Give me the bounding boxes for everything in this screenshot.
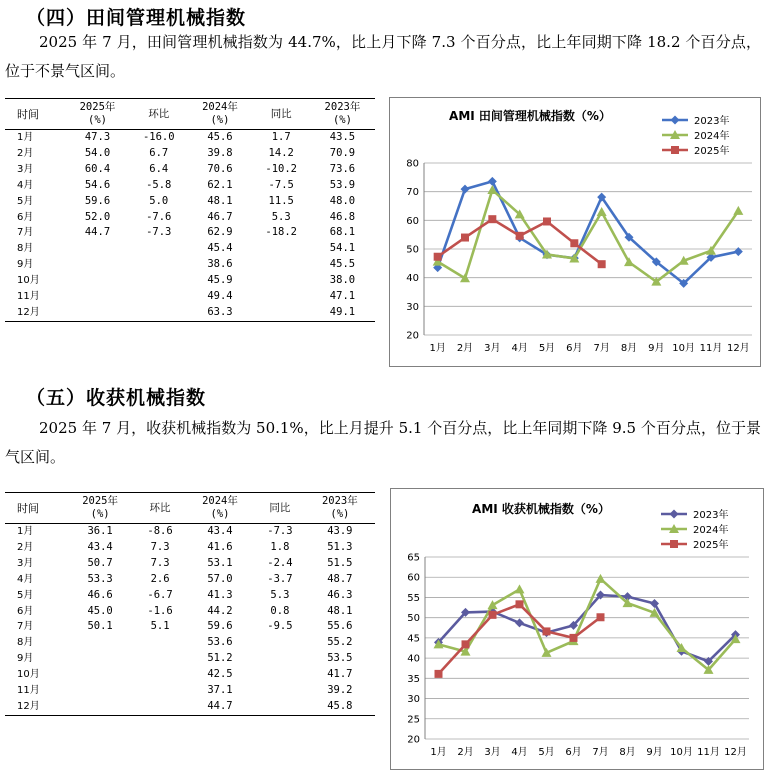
table-cell: -10.2 bbox=[265, 162, 297, 175]
column-header: 同比 bbox=[255, 493, 305, 524]
table-cell: 51.2 bbox=[207, 652, 233, 665]
table-cell bbox=[65, 241, 130, 257]
x-tick-label: 12月 bbox=[726, 343, 750, 354]
table-cell: 12月 bbox=[5, 305, 65, 321]
table-row bbox=[5, 635, 375, 651]
table-cell: 70.6 bbox=[207, 162, 233, 175]
table-cell bbox=[135, 683, 185, 699]
table-cell: 37.1 bbox=[207, 684, 233, 697]
series-line bbox=[438, 181, 739, 283]
table-cell bbox=[135, 651, 185, 667]
x-tick-label: 6月 bbox=[565, 747, 582, 758]
table-cell: 70.9 bbox=[329, 146, 356, 159]
table-cell: 47.3 bbox=[84, 131, 111, 143]
data-table-field-management bbox=[5, 98, 375, 322]
table-row bbox=[5, 241, 375, 257]
table-cell: 43.4 bbox=[87, 540, 113, 553]
table-cell: 44.2 bbox=[207, 604, 233, 617]
table-row bbox=[5, 194, 375, 210]
y-tick-label: 20 bbox=[407, 734, 420, 746]
data-point bbox=[488, 177, 497, 186]
table-cell: -1.6 bbox=[147, 604, 173, 617]
table-cell: 53.6 bbox=[207, 636, 233, 649]
table-cell: 3月 bbox=[17, 557, 34, 569]
x-tick-label: 12月 bbox=[724, 747, 747, 758]
table-cell: -5.8 bbox=[146, 178, 172, 191]
table-cell bbox=[65, 683, 135, 699]
x-tick-label: 4月 bbox=[511, 747, 528, 758]
table-cell bbox=[65, 699, 135, 715]
table-cell: -18.2 bbox=[265, 226, 297, 239]
legend-marker bbox=[671, 116, 680, 125]
table-cell: 52.0 bbox=[84, 210, 111, 223]
table-cell bbox=[252, 289, 309, 305]
table-cell: 6.4 bbox=[149, 162, 169, 175]
y-tick-label: 20 bbox=[406, 330, 419, 342]
table-cell bbox=[130, 257, 187, 273]
table-cell bbox=[65, 651, 135, 667]
column-header: 2023年 (%) bbox=[305, 493, 375, 524]
table-row bbox=[5, 130, 375, 146]
table-cell: 48.1 bbox=[207, 194, 233, 207]
table-cell: 60.4 bbox=[84, 162, 111, 175]
table-row bbox=[5, 257, 375, 273]
table-cell bbox=[65, 635, 135, 651]
table-cell: 53.9 bbox=[329, 178, 356, 191]
legend-entry bbox=[661, 523, 728, 536]
x-tick-label: 11月 bbox=[697, 747, 720, 758]
table-cell: 63.3 bbox=[187, 305, 252, 321]
table-row bbox=[5, 651, 375, 667]
y-tick-label: 60 bbox=[406, 215, 419, 227]
legend-marker bbox=[671, 146, 679, 154]
table-cell bbox=[255, 651, 305, 667]
table-cell: 41.7 bbox=[327, 668, 353, 681]
table-cell: -7.3 bbox=[267, 525, 293, 537]
x-tick-label: 3月 bbox=[484, 747, 501, 758]
table-cell: -7.3 bbox=[146, 226, 172, 239]
table-cell: 1月 bbox=[17, 526, 34, 537]
table-cell: 51.3 bbox=[327, 540, 353, 553]
table-cell: 54.0 bbox=[84, 146, 111, 159]
line-chart-svg bbox=[391, 489, 763, 769]
table-cell: 12月 bbox=[5, 699, 65, 715]
y-tick-label: 30 bbox=[406, 301, 419, 313]
table-cell: 2月 bbox=[17, 541, 34, 553]
y-tick-label: 65 bbox=[407, 552, 420, 564]
table-row bbox=[5, 162, 375, 178]
table-row bbox=[5, 225, 375, 241]
data-point bbox=[516, 232, 524, 240]
data-point bbox=[596, 574, 606, 583]
chart-title: AMI 收获机械指数（%） bbox=[472, 502, 610, 516]
table-row bbox=[5, 146, 375, 162]
table-cell: 39.2 bbox=[327, 684, 353, 697]
data-point bbox=[734, 247, 743, 256]
y-tick-label: 25 bbox=[407, 714, 420, 726]
x-tick-label: 1月 bbox=[430, 747, 447, 758]
table-cell: 43.4 bbox=[207, 525, 233, 537]
column-header: 2025年 (%) bbox=[65, 493, 135, 524]
table-cell: -7.5 bbox=[268, 178, 294, 191]
table-cell: 7月 bbox=[17, 227, 34, 239]
table-cell: 36.1 bbox=[87, 525, 113, 537]
table-cell bbox=[255, 699, 305, 715]
table-cell: 10月 bbox=[17, 669, 40, 681]
data-point bbox=[515, 584, 525, 593]
table-row bbox=[5, 178, 375, 194]
table-cell: 51.5 bbox=[327, 556, 353, 569]
data-point bbox=[435, 670, 443, 678]
table-cell: 46.6 bbox=[87, 588, 113, 601]
table-cell: 59.6 bbox=[207, 620, 233, 633]
chart-field-management bbox=[389, 97, 761, 367]
data-point bbox=[488, 600, 498, 609]
table-cell: 57.0 bbox=[207, 572, 233, 585]
table-row bbox=[5, 524, 375, 540]
legend-entry bbox=[662, 144, 729, 157]
table-cell: 41.6 bbox=[207, 540, 233, 553]
data-point bbox=[598, 260, 606, 268]
table-cell: 46.7 bbox=[207, 210, 233, 223]
x-tick-label: 8月 bbox=[620, 343, 638, 354]
x-tick-label: 7月 bbox=[592, 747, 609, 758]
x-tick-label: 8月 bbox=[619, 747, 636, 758]
data-point bbox=[597, 613, 605, 621]
table-cell: 7月 bbox=[17, 621, 34, 633]
table-cell: 1.7 bbox=[271, 131, 291, 143]
table-cell bbox=[65, 305, 130, 321]
legend-label: 2024年 bbox=[694, 131, 730, 142]
table-cell bbox=[135, 635, 185, 651]
table-cell: 54.1 bbox=[329, 242, 356, 255]
x-tick-label: 10月 bbox=[670, 747, 693, 758]
table-cell bbox=[255, 683, 305, 699]
table-cell: 5月 bbox=[17, 195, 34, 207]
x-tick-label: 10月 bbox=[672, 343, 696, 354]
x-tick-label: 5月 bbox=[538, 343, 556, 354]
table-cell: 5.1 bbox=[150, 620, 170, 633]
table-cell: 8月 bbox=[17, 637, 34, 649]
data-point bbox=[597, 207, 607, 216]
x-tick-label: 3月 bbox=[484, 343, 501, 354]
column-header: 同比 bbox=[252, 99, 309, 130]
table-cell: 49.1 bbox=[310, 305, 375, 321]
table-cell: 45.0 bbox=[87, 604, 113, 617]
table-cell: 38.0 bbox=[329, 274, 356, 287]
table-cell: 46.8 bbox=[329, 210, 356, 223]
table-row bbox=[5, 289, 375, 305]
table-cell: 5.3 bbox=[271, 210, 291, 223]
table-row bbox=[5, 604, 375, 620]
table-cell: 3月 bbox=[17, 163, 34, 175]
table-cell: 0.8 bbox=[270, 604, 290, 617]
data-point bbox=[515, 618, 524, 627]
table-row bbox=[5, 556, 375, 572]
legend-entry bbox=[661, 538, 728, 551]
y-tick-label: 45 bbox=[407, 633, 420, 645]
column-header: 2023年 (%) bbox=[310, 99, 375, 130]
data-table-harvesting bbox=[5, 492, 375, 716]
table-row bbox=[5, 699, 375, 715]
table-cell bbox=[130, 305, 187, 321]
table-cell bbox=[65, 667, 135, 683]
table-row bbox=[5, 572, 375, 588]
table-cell: -6.7 bbox=[147, 588, 173, 601]
column-header: 2024年 (%) bbox=[185, 493, 255, 524]
table-cell: -3.7 bbox=[267, 572, 293, 585]
data-point bbox=[434, 639, 444, 648]
table-cell: 4月 bbox=[17, 573, 34, 585]
column-header: 2025年 (%) bbox=[65, 99, 130, 130]
table-cell: 43.9 bbox=[327, 525, 353, 537]
column-header: 环比 bbox=[135, 493, 185, 524]
y-tick-label: 60 bbox=[407, 572, 420, 584]
table-cell: 45.4 bbox=[207, 242, 233, 255]
table-cell: 2.6 bbox=[150, 572, 170, 585]
table-cell: 9月 bbox=[17, 259, 34, 271]
data-point bbox=[461, 185, 470, 194]
x-tick-label: 4月 bbox=[511, 343, 528, 354]
x-tick-label: 2月 bbox=[457, 747, 474, 758]
data-point bbox=[624, 257, 634, 266]
table-cell: 50.7 bbox=[87, 556, 113, 569]
column-header: 2024年 (%) bbox=[187, 99, 252, 130]
series-2025年 bbox=[435, 600, 605, 678]
table-cell: 48.0 bbox=[329, 194, 356, 207]
data-point bbox=[461, 234, 469, 242]
table-cell: 45.6 bbox=[207, 131, 233, 143]
section-paragraph-field-management: 2025 年 7 月，田间管理机械指数为 44.7%，比上月下降 7.3 个百分点，比上年同期下降 18.2 个百分点，位于不景气区间。 bbox=[5, 33, 761, 80]
legend-entry bbox=[661, 508, 728, 521]
data-point bbox=[570, 634, 578, 642]
table-cell: 44.7 bbox=[185, 699, 255, 715]
table-row bbox=[5, 683, 375, 699]
table-cell: 5月 bbox=[17, 589, 34, 601]
table-cell: 6月 bbox=[17, 605, 34, 617]
table-cell: 48.1 bbox=[327, 604, 353, 617]
table-cell bbox=[135, 667, 185, 683]
x-tick-label: 5月 bbox=[538, 747, 555, 758]
table-cell: 44.7 bbox=[84, 226, 111, 239]
table-cell: 11.5 bbox=[268, 194, 294, 207]
table-cell: 7.3 bbox=[150, 556, 170, 569]
table-cell bbox=[255, 635, 305, 651]
table-cell bbox=[252, 305, 309, 321]
table-cell bbox=[255, 667, 305, 683]
series-2024年 bbox=[434, 574, 741, 674]
legend-marker bbox=[670, 540, 678, 548]
table-cell: 68.1 bbox=[329, 226, 356, 239]
table-cell bbox=[130, 289, 187, 305]
table-cell: 42.5 bbox=[207, 668, 233, 681]
data-point bbox=[488, 215, 496, 223]
data-point bbox=[462, 640, 470, 648]
legend-marker bbox=[670, 510, 679, 519]
table-cell: 10月 bbox=[17, 275, 40, 287]
table-cell: 8月 bbox=[17, 243, 34, 255]
y-tick-label: 40 bbox=[407, 653, 420, 665]
table-cell bbox=[65, 257, 130, 273]
chart-harvesting bbox=[390, 488, 764, 770]
table-row bbox=[5, 588, 375, 604]
table-cell: 53.1 bbox=[207, 556, 233, 569]
line-chart-svg bbox=[390, 98, 760, 366]
table-row bbox=[5, 540, 375, 556]
table-cell: 62.9 bbox=[207, 226, 233, 239]
table-cell: 39.8 bbox=[207, 146, 233, 159]
data-point bbox=[543, 217, 551, 225]
y-tick-label: 55 bbox=[407, 592, 420, 604]
table-cell: -8.6 bbox=[147, 525, 173, 537]
table-cell bbox=[252, 241, 309, 257]
table-cell: 53.3 bbox=[87, 572, 113, 585]
table-cell bbox=[252, 273, 309, 289]
table-cell: -2.4 bbox=[267, 556, 293, 569]
table-row bbox=[5, 619, 375, 635]
data-point bbox=[733, 206, 743, 215]
legend-label: 2025年 bbox=[694, 146, 730, 157]
table-cell: 9月 bbox=[17, 653, 34, 665]
legend-label: 2023年 bbox=[693, 510, 729, 521]
y-tick-label: 35 bbox=[407, 673, 420, 685]
table-cell: 54.6 bbox=[84, 178, 111, 191]
table-cell: 55.2 bbox=[327, 636, 353, 649]
table-cell: 5.0 bbox=[149, 194, 169, 207]
column-header: 环比 bbox=[130, 99, 187, 130]
series-line bbox=[438, 190, 739, 282]
section-heading-field-management: （四）田间管理机械指数 bbox=[26, 7, 247, 29]
table-cell: 49.4 bbox=[207, 290, 233, 303]
data-point bbox=[543, 627, 551, 635]
x-tick-label: 11月 bbox=[699, 343, 723, 354]
table-cell: 47.1 bbox=[329, 290, 356, 303]
table-cell: 45.8 bbox=[305, 699, 375, 715]
table-cell bbox=[130, 273, 187, 289]
table-cell: 43.5 bbox=[329, 131, 356, 143]
table-cell: -9.5 bbox=[267, 620, 293, 633]
table-cell bbox=[65, 273, 130, 289]
table-cell: 46.3 bbox=[327, 588, 353, 601]
table-row bbox=[5, 667, 375, 683]
table-cell bbox=[65, 289, 130, 305]
table-cell: -7.6 bbox=[146, 210, 172, 223]
table-row bbox=[5, 273, 375, 289]
table-cell: 11月 bbox=[17, 685, 40, 697]
table-cell: 55.6 bbox=[327, 620, 353, 633]
data-point bbox=[489, 611, 497, 619]
table-cell: 11月 bbox=[17, 291, 40, 303]
section-paragraph-harvesting: 2025 年 7 月，收获机械指数为 50.1%，比上月提升 5.1 个百分点，比上年同期下降 9.5 个百分点，位于景气区间。 bbox=[5, 419, 761, 466]
table-header-row bbox=[5, 99, 375, 130]
table-cell: -16.0 bbox=[142, 131, 175, 143]
x-tick-label: 7月 bbox=[593, 343, 610, 354]
table-cell bbox=[135, 699, 185, 715]
table-cell: 48.7 bbox=[327, 572, 353, 585]
table-header-row bbox=[5, 493, 375, 524]
x-tick-label: 6月 bbox=[566, 343, 583, 354]
table-row bbox=[5, 305, 375, 321]
y-tick-label: 70 bbox=[406, 187, 419, 199]
table-cell: 73.6 bbox=[329, 162, 356, 175]
legend-label: 2023年 bbox=[694, 116, 730, 127]
column-header: 时间 bbox=[5, 99, 65, 130]
legend-label: 2025年 bbox=[693, 540, 729, 551]
y-tick-label: 80 bbox=[406, 158, 419, 170]
table-cell: 7.3 bbox=[150, 540, 170, 553]
table-cell: 59.6 bbox=[84, 194, 111, 207]
data-point bbox=[434, 253, 442, 261]
y-tick-label: 30 bbox=[407, 694, 420, 706]
legend-entry bbox=[662, 129, 729, 142]
table-cell: 53.5 bbox=[327, 652, 353, 665]
table-cell: 2月 bbox=[17, 147, 34, 159]
x-tick-label: 2月 bbox=[456, 343, 474, 354]
table-cell: 1.8 bbox=[270, 540, 290, 553]
table-cell: 38.6 bbox=[207, 258, 233, 271]
x-tick-label: 1月 bbox=[429, 343, 446, 354]
x-tick-label: 9月 bbox=[646, 747, 663, 758]
table-cell: 62.1 bbox=[207, 178, 233, 191]
table-cell: 1月 bbox=[17, 132, 34, 143]
y-tick-label: 50 bbox=[406, 244, 419, 256]
table-cell: 45.5 bbox=[329, 258, 356, 271]
table-cell: 6.7 bbox=[149, 146, 169, 159]
table-cell: 41.3 bbox=[207, 588, 233, 601]
table-cell: 45.9 bbox=[207, 274, 233, 287]
column-header: 时间 bbox=[5, 493, 65, 524]
table-cell: 50.1 bbox=[87, 620, 113, 633]
data-point bbox=[516, 600, 524, 608]
table-cell: 5.3 bbox=[270, 588, 290, 601]
table-row bbox=[5, 210, 375, 226]
table-cell: 6月 bbox=[17, 211, 34, 223]
y-tick-label: 40 bbox=[406, 273, 419, 285]
x-tick-label: 9月 bbox=[648, 343, 665, 354]
y-tick-label: 50 bbox=[407, 613, 420, 625]
table-cell bbox=[130, 241, 187, 257]
legend-label: 2024年 bbox=[693, 525, 729, 536]
table-cell: 4月 bbox=[17, 179, 34, 191]
section-heading-harvesting: （五）收获机械指数 bbox=[26, 387, 207, 409]
legend-entry bbox=[662, 114, 729, 127]
chart-title: AMI 田间管理机械指数（%） bbox=[449, 109, 611, 123]
data-point bbox=[570, 239, 578, 247]
table-cell: 14.2 bbox=[268, 146, 294, 159]
table-cell bbox=[252, 257, 309, 273]
